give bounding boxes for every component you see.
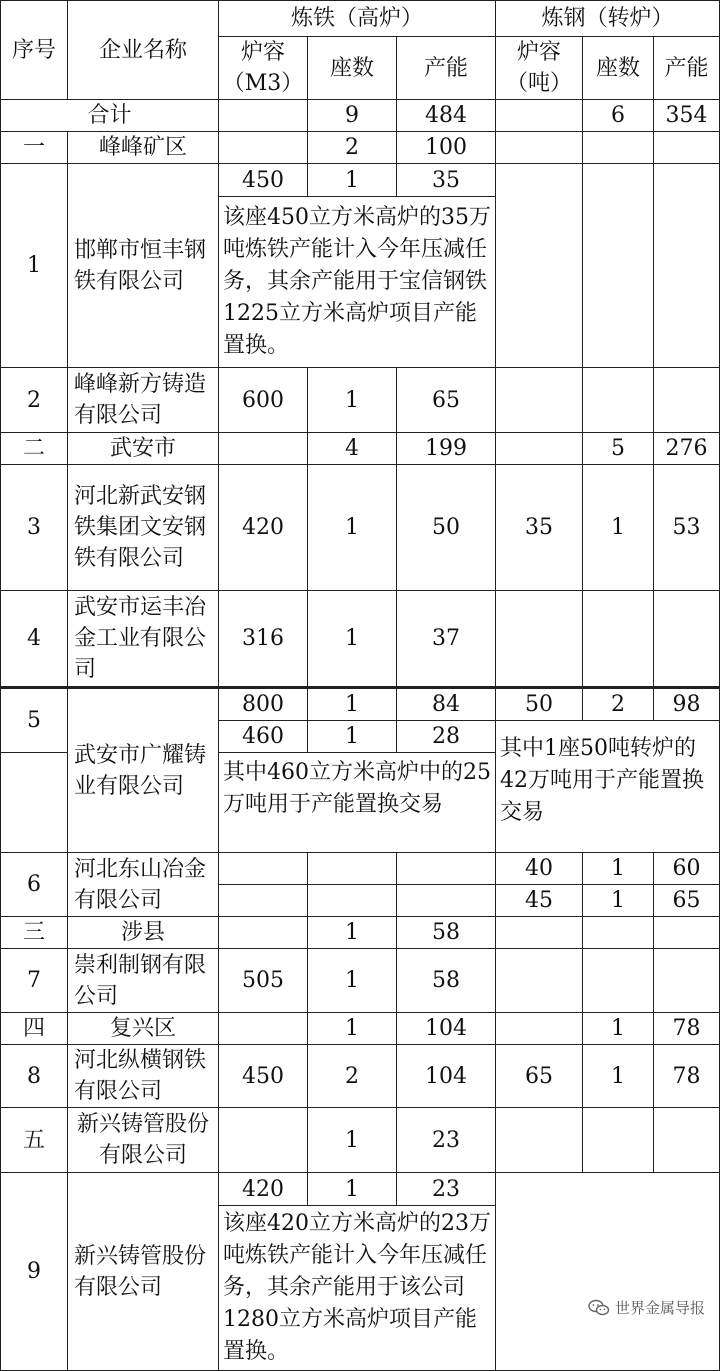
region-steel-capacity: 276: [654, 433, 720, 465]
region-row: [1, 1013, 720, 1045]
region-iron-capacity: 23: [397, 1108, 496, 1173]
steel-capacity: 78: [654, 1045, 720, 1108]
total-iron-capacity: 484: [397, 100, 496, 132]
iron-count: 2: [308, 1045, 397, 1108]
company-name: 河北东山冶金有限公司: [68, 853, 219, 917]
company-name: 新兴铸管股份有限公司: [68, 1173, 219, 1371]
company-row: [1, 1045, 720, 1108]
total-steel-capacity: 354: [654, 100, 720, 132]
steel-count: 1: [583, 885, 654, 917]
region-steel-capacity: 78: [654, 1013, 720, 1045]
iron-capacity: 35: [397, 164, 496, 197]
region-row: [1, 1108, 720, 1173]
iron-volume: 420: [219, 465, 308, 591]
header-steel-volume: 炉容（吨）: [496, 37, 583, 100]
company-seq: 5: [1, 688, 68, 753]
steel-note: 其中1座50吨转炉的42万吨用于产能置换交易: [496, 721, 720, 853]
company-name: 河北新武安钢铁集团文安钢铁有限公司: [68, 465, 219, 591]
region-row: [1, 917, 720, 949]
total-row: [1, 100, 720, 132]
header-iron-volume: 炉容（M3）: [219, 37, 308, 100]
iron-count: 1: [308, 1173, 397, 1206]
company-name: 武安市运丰冶金工业有限公司: [68, 591, 219, 688]
company-seq: 6: [1, 853, 68, 917]
iron-volume: 460: [219, 721, 308, 753]
iron-capacity: 58: [397, 949, 496, 1013]
company-name: 邯郸市恒丰钢铁有限公司: [68, 164, 219, 368]
region-name: 武安市: [68, 433, 219, 465]
steel-count: 1: [583, 853, 654, 885]
steel-capacity: 65: [654, 885, 720, 917]
region-iron-count: 1: [308, 1108, 397, 1173]
company-seq: 3: [1, 465, 68, 591]
iron-capacity: 50: [397, 465, 496, 591]
steel-volume: 45: [496, 885, 583, 917]
source-watermark: [585, 1296, 708, 1319]
steel-volume: 65: [496, 1045, 583, 1108]
iron-volume: 450: [219, 164, 308, 197]
total-iron-count: 9: [308, 100, 397, 132]
iron-volume: 600: [219, 368, 308, 433]
iron-count: 1: [308, 688, 397, 721]
company-seq: 4: [1, 591, 68, 688]
region-seq: 二: [1, 433, 68, 465]
region-iron-count: 4: [308, 433, 397, 465]
header-row-1: [1, 1, 720, 37]
total-label: 合计: [1, 100, 219, 132]
iron-note: 该座450立方米高炉的35万吨炼铁产能计入今年压减任务，其余产能用于宝信钢铁1225立方米高炉项目产能置换。: [219, 197, 496, 368]
iron-capacity: 84: [397, 688, 496, 721]
company-row: [1, 164, 720, 197]
region-seq: 三: [1, 917, 68, 949]
iron-count: 1: [308, 164, 397, 197]
company-row: [1, 465, 720, 591]
iron-volume: 420: [219, 1173, 308, 1206]
company-row: [1, 368, 720, 433]
region-steel-count: 5: [583, 433, 654, 465]
company-row: [1, 949, 720, 1013]
iron-volume: 450: [219, 1045, 308, 1108]
company-row: [1, 688, 720, 721]
iron-capacity: 65: [397, 368, 496, 433]
region-seq: 五: [1, 1108, 68, 1173]
steel-count: 1: [583, 1045, 654, 1108]
header-iron-capacity: 产能: [397, 37, 496, 100]
steel-volume: 35: [496, 465, 583, 591]
region-row: [1, 132, 720, 164]
iron-volume: 316: [219, 591, 308, 688]
watermark-text: 世界金属导报: [614, 1299, 705, 1317]
company-row: [1, 853, 720, 885]
wechat-icon: [588, 1299, 610, 1317]
region-iron-capacity: 58: [397, 917, 496, 949]
iron-capacity: 23: [397, 1173, 496, 1206]
iron-count: 1: [308, 368, 397, 433]
steel-capacity: 98: [654, 688, 720, 721]
company-name: 武安市广耀铸业有限公司: [68, 688, 219, 853]
company-name: 峰峰新方铸造有限公司: [68, 368, 219, 433]
header-steel-count: 座数: [583, 37, 654, 100]
iron-count: 1: [308, 591, 397, 688]
total-steel-count: 6: [583, 100, 654, 132]
iron-capacity: 37: [397, 591, 496, 688]
company-seq: 9: [1, 1173, 68, 1371]
region-iron-count: 1: [308, 1013, 397, 1045]
region-iron-count: 2: [308, 132, 397, 164]
region-iron-capacity: 104: [397, 1013, 496, 1045]
iron-volume: 800: [219, 688, 308, 721]
region-iron-capacity: 199: [397, 433, 496, 465]
iron-note: 该座420立方米高炉的23万吨炼铁产能计入今年压减任务，其余产能用于该公司1280立方米高炉项目产能置换。: [219, 1206, 496, 1371]
company-seq: 2: [1, 368, 68, 433]
region-steel-count: 1: [583, 1013, 654, 1045]
company-row: [1, 1173, 720, 1206]
header-company: 企业名称: [68, 1, 219, 100]
header-ironmaking: 炼铁（高炉）: [219, 1, 496, 37]
region-name: 新兴铸管股份有限公司: [68, 1108, 219, 1173]
region-iron-capacity: 100: [397, 132, 496, 164]
iron-volume: 505: [219, 949, 308, 1013]
steel-capacity: 53: [654, 465, 720, 591]
region-seq: 一: [1, 132, 68, 164]
iron-count: 1: [308, 721, 397, 753]
iron-note: 其中460立方米高炉中的25万吨用于产能置换交易: [219, 753, 496, 853]
region-name: 峰峰矿区: [68, 132, 219, 164]
iron-count: 1: [308, 465, 397, 591]
iron-count: 1: [308, 949, 397, 1013]
header-iron-count: 座数: [308, 37, 397, 100]
steel-capacity: 60: [654, 853, 720, 885]
iron-capacity: 28: [397, 721, 496, 753]
region-row: [1, 433, 720, 465]
steel-count: 2: [583, 688, 654, 721]
company-seq: 8: [1, 1045, 68, 1108]
company-name: 河北纵横钢铁有限公司: [68, 1045, 219, 1108]
steel-volume: 40: [496, 853, 583, 885]
iron-capacity: 104: [397, 1045, 496, 1108]
region-iron-count: 1: [308, 917, 397, 949]
header-steelmaking: 炼钢（转炉）: [496, 1, 720, 37]
company-row: [1, 591, 720, 688]
region-name: 复兴区: [68, 1013, 219, 1045]
header-steel-capacity: 产能: [654, 37, 720, 100]
region-name: 涉县: [68, 917, 219, 949]
region-seq: 四: [1, 1013, 68, 1045]
company-seq: 7: [1, 949, 68, 1013]
company-name: 崇利制钢有限公司: [68, 949, 219, 1013]
company-seq: 1: [1, 164, 68, 368]
header-seq: 序号: [1, 1, 68, 100]
steel-count: 1: [583, 465, 654, 591]
steel-volume: 50: [496, 688, 583, 721]
